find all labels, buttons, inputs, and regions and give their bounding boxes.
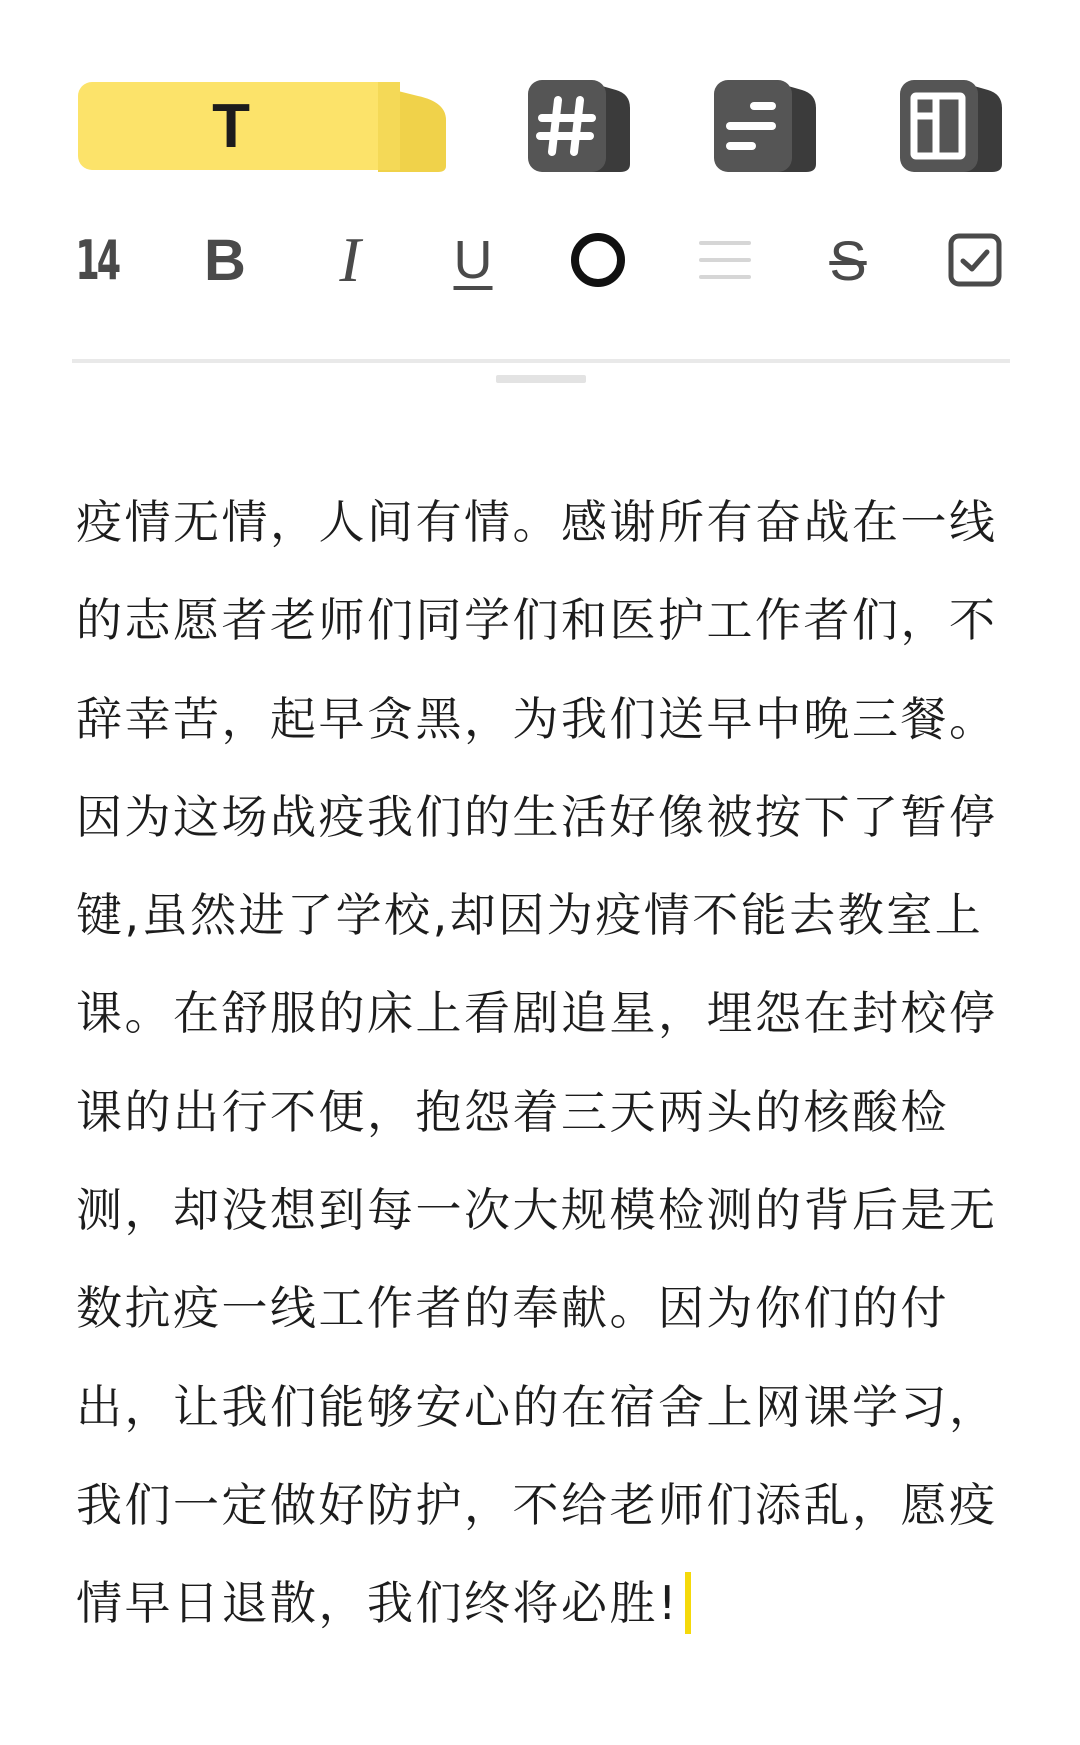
- tab-text-style[interactable]: [78, 80, 448, 172]
- circle-color-icon: [568, 230, 628, 290]
- color-button[interactable]: [553, 210, 643, 310]
- tab-tag[interactable]: [528, 78, 634, 174]
- text-line: 数抗疫一线工作者的奉献。因为你们的付: [76, 1281, 949, 1336]
- mode-tab-bar: [0, 0, 1080, 200]
- underline-label: U: [453, 230, 493, 290]
- last-line-text: 情早日退散，我们终将必胜!: [76, 1576, 679, 1631]
- text-line: 课的出行不便，抱怨着三天两头的核酸检: [76, 1084, 949, 1139]
- checkbox-button[interactable]: [930, 210, 1020, 310]
- underline-button[interactable]: [428, 210, 518, 310]
- font-size-button[interactable]: [52, 210, 142, 310]
- checkbox-icon: [946, 231, 1004, 289]
- italic-label: I: [339, 224, 361, 295]
- text-line: 的志愿者老师们同学们和医护工作者们，不: [76, 593, 998, 648]
- italic-button[interactable]: [305, 210, 395, 310]
- text-line: 因为这场战疫我们的生活好像被按下了暂停: [76, 789, 998, 844]
- strikethrough-label: S: [829, 228, 867, 292]
- font-size-value: 14: [75, 228, 119, 292]
- align-lines-icon: [697, 235, 753, 285]
- text-cursor: [685, 1572, 691, 1634]
- format-toolbar: [0, 210, 1080, 310]
- list-lines-icon: [714, 78, 820, 174]
- text-line: 疫情无情，人间有情。感谢所有奋战在一线: [76, 495, 998, 549]
- text-line: 课。在舒服的床上看剧追星，埋怨在封校停: [76, 986, 998, 1041]
- hashtag-icon: [528, 78, 634, 174]
- text-style-glyph: T: [212, 92, 250, 161]
- text-line: 测，却没想到每一次大规模检测的背后是无: [76, 1183, 998, 1238]
- last-text-line: [76, 1554, 1006, 1652]
- toolbar-divider: [72, 359, 1010, 363]
- text-line: 辞幸苦，起早贪黑，为我们送早中晚三餐。: [76, 691, 998, 746]
- tab-list[interactable]: [714, 78, 820, 174]
- bold-label: B: [204, 227, 246, 293]
- editor-content[interactable]: [76, 473, 1006, 1653]
- layout-panels-icon: [900, 78, 1006, 174]
- text-t-icon: [78, 80, 448, 172]
- text-line: 出，让我们能够安心的在宿舍上网课学习，: [76, 1379, 998, 1434]
- tab-layout[interactable]: [900, 78, 1006, 174]
- strikethrough-button[interactable]: [803, 210, 893, 310]
- text-line: 我们一定做好防护，不给老师们添乱，愿疫: [76, 1477, 998, 1532]
- bold-button[interactable]: [180, 210, 270, 310]
- align-button[interactable]: [680, 210, 770, 310]
- drag-handle[interactable]: [496, 375, 586, 383]
- text-line: 键,虽然进了学校,却因为疫情不能去教室上: [76, 888, 984, 943]
